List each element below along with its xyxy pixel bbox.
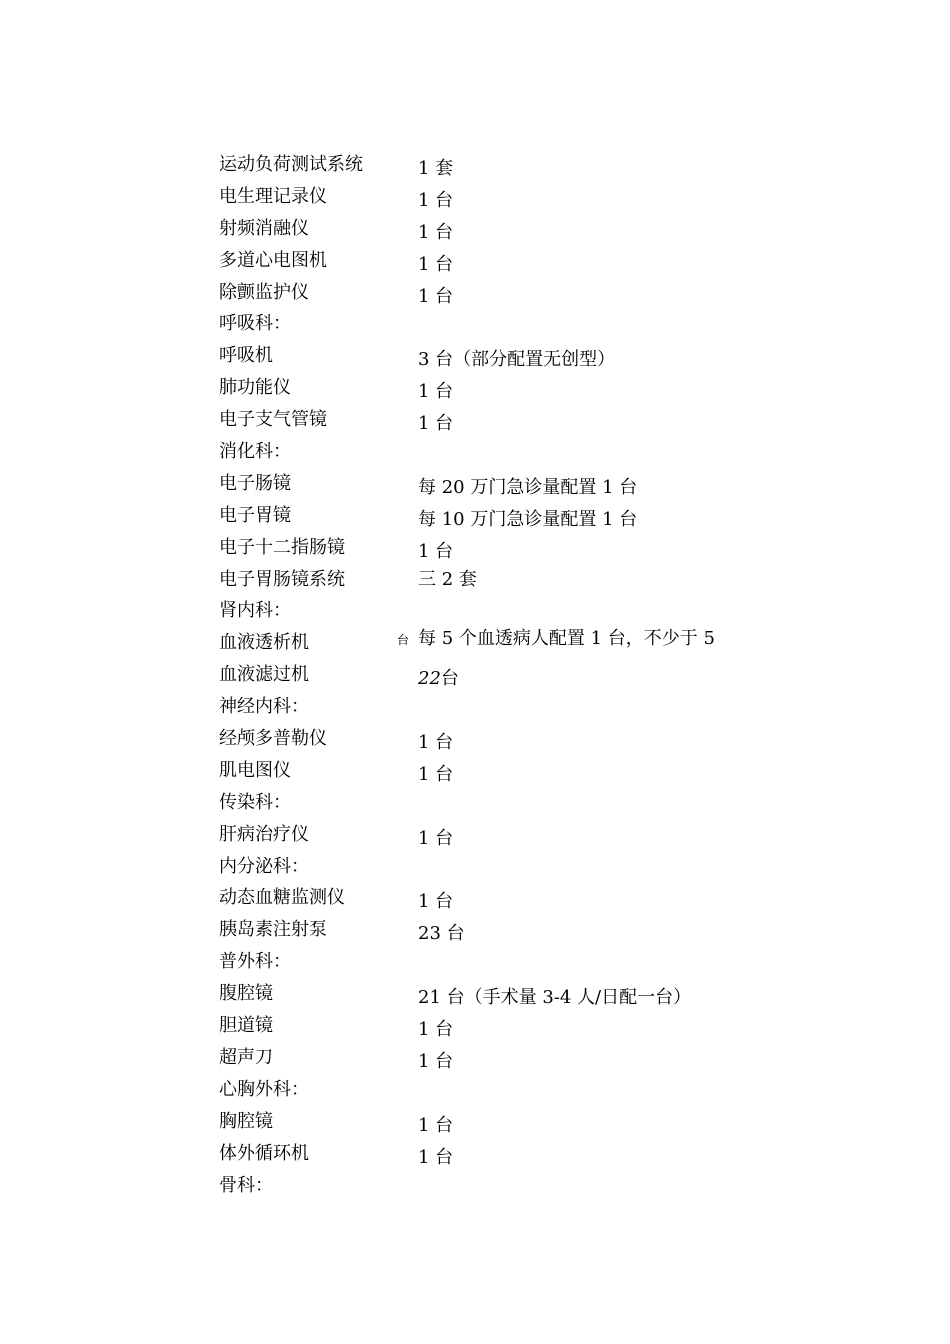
equipment-quantity: 1 台: [418, 540, 454, 562]
equipment-quantity: 1 台: [418, 732, 454, 754]
list-item: [219, 407, 739, 439]
department-name: 消化科：: [219, 441, 291, 463]
list-item: [219, 535, 739, 567]
list-item: [219, 471, 739, 503]
equipment-name: 射频消融仪: [219, 217, 309, 239]
equipment-quantity: 1 台: [418, 285, 454, 307]
equipment-quantity: 1 台: [418, 1050, 454, 1072]
equipment-quantity: 1 台: [418, 1019, 454, 1041]
department-name: 呼吸科：: [219, 313, 291, 335]
equipment-name: 体外循环机: [219, 1142, 309, 1164]
list-item: [219, 1013, 739, 1045]
equipment-quantity: 每 20 万门急诊量配置 1 台: [418, 476, 638, 498]
list-item: [219, 280, 739, 312]
equipment-quantity: 1 台: [418, 1146, 454, 1168]
equipment-quantity: 每 10 万门急诊量配置 1 台: [418, 508, 638, 530]
equipment-name: 电子肠镜: [219, 472, 291, 494]
list-item: [219, 216, 739, 248]
equipment-quantity: 1 台: [418, 189, 454, 211]
equipment-name: 多道心电图机: [219, 249, 327, 271]
department-name: 传染科：: [219, 791, 291, 813]
list-item: [219, 630, 739, 662]
list-item: [219, 567, 739, 599]
equipment-quantity: 1 台: [418, 413, 454, 435]
equipment-quantity: 1 台: [418, 381, 454, 403]
equipment-name: 血液滤过机: [219, 664, 309, 686]
list-item: [219, 662, 739, 694]
equipment-quantity: 21 台（手术量 3-4 人/日配一台）: [418, 987, 692, 1009]
department-name: 内分泌科：: [219, 855, 309, 877]
quantity-number: 22: [418, 668, 441, 690]
list-item: [219, 343, 739, 375]
equipment-quantity: 23 台: [418, 923, 465, 945]
equipment-quantity: 每 5 个血透病人配置 1 台，不少于 5: [418, 628, 715, 650]
section-heading: [219, 854, 739, 886]
equipment-name: 电子胃肠镜系统: [219, 568, 345, 590]
list-item: [219, 1141, 739, 1173]
department-name: 普外科：: [219, 951, 291, 973]
list-item: [219, 885, 739, 917]
section-heading: [219, 311, 739, 343]
overflow-fragment: 台: [397, 633, 410, 648]
equipment-quantity: 1 台: [418, 221, 454, 243]
list-item: [219, 822, 739, 854]
list-item: [219, 1045, 739, 1077]
department-name: 神经内科：: [219, 696, 309, 718]
equipment-name: 胰岛素注射泵: [219, 919, 327, 941]
section-heading: [219, 1173, 739, 1205]
list-item: [219, 503, 739, 535]
equipment-name: 血液透析机: [219, 632, 309, 654]
equipment-name: 腹腔镜: [219, 983, 273, 1005]
equipment-name: 胸腔镜: [219, 1110, 273, 1132]
equipment-quantity: 3 台（部分配置无创型）: [418, 349, 616, 371]
list-item: [219, 917, 739, 949]
equipment-name: 呼吸机: [219, 345, 273, 367]
section-heading: [219, 439, 739, 471]
equipment-name: 运动负荷测试系统: [219, 154, 363, 175]
equipment-name: 胆道镜: [219, 1015, 273, 1037]
equipment-quantity: 1 台: [418, 891, 454, 913]
list-item: [219, 758, 739, 790]
equipment-name: 肺功能仪: [219, 377, 291, 399]
equipment-name: 电生理记录仪: [219, 185, 327, 207]
quantity-unit: 台: [440, 668, 459, 690]
department-name: 肾内科：: [219, 600, 291, 622]
section-heading: [219, 694, 739, 726]
list-item: [219, 726, 739, 758]
equipment-list: [219, 152, 739, 1204]
list-item: [219, 375, 739, 407]
equipment-name: 除颤监护仪: [219, 281, 309, 303]
department-name: 骨科：: [219, 1174, 273, 1196]
equipment-quantity: 1 台: [418, 253, 454, 275]
equipment-name: 肝病治疗仪: [219, 823, 309, 845]
equipment-quantity: 1 台: [418, 763, 454, 785]
department-name: 心胸外科：: [219, 1078, 309, 1100]
equipment-name: 电子十二指肠镜: [219, 536, 345, 558]
list-item: [219, 1109, 739, 1141]
equipment-name: 动态血糖监测仪: [219, 887, 345, 909]
equipment-name: 超声刀: [219, 1046, 273, 1068]
equipment-name: 肌电图仪: [219, 759, 291, 781]
list-item: [219, 152, 739, 184]
equipment-name: 电子支气管镜: [219, 409, 327, 431]
list-item: [219, 981, 739, 1013]
equipment-quantity: 1 台: [418, 1114, 454, 1136]
equipment-name: 电子胃镜: [219, 504, 291, 526]
list-item: [219, 184, 739, 216]
equipment-quantity: 三 2 套: [418, 568, 477, 590]
equipment-quantity: 1 台: [418, 827, 454, 849]
list-item: [219, 248, 739, 280]
equipment-quantity: 1 套: [418, 158, 454, 179]
section-heading: [219, 790, 739, 822]
section-heading: [219, 1077, 739, 1109]
equipment-name: 经颅多普勒仪: [219, 728, 327, 750]
section-heading: [219, 949, 739, 981]
equipment-quantity: [418, 663, 459, 695]
